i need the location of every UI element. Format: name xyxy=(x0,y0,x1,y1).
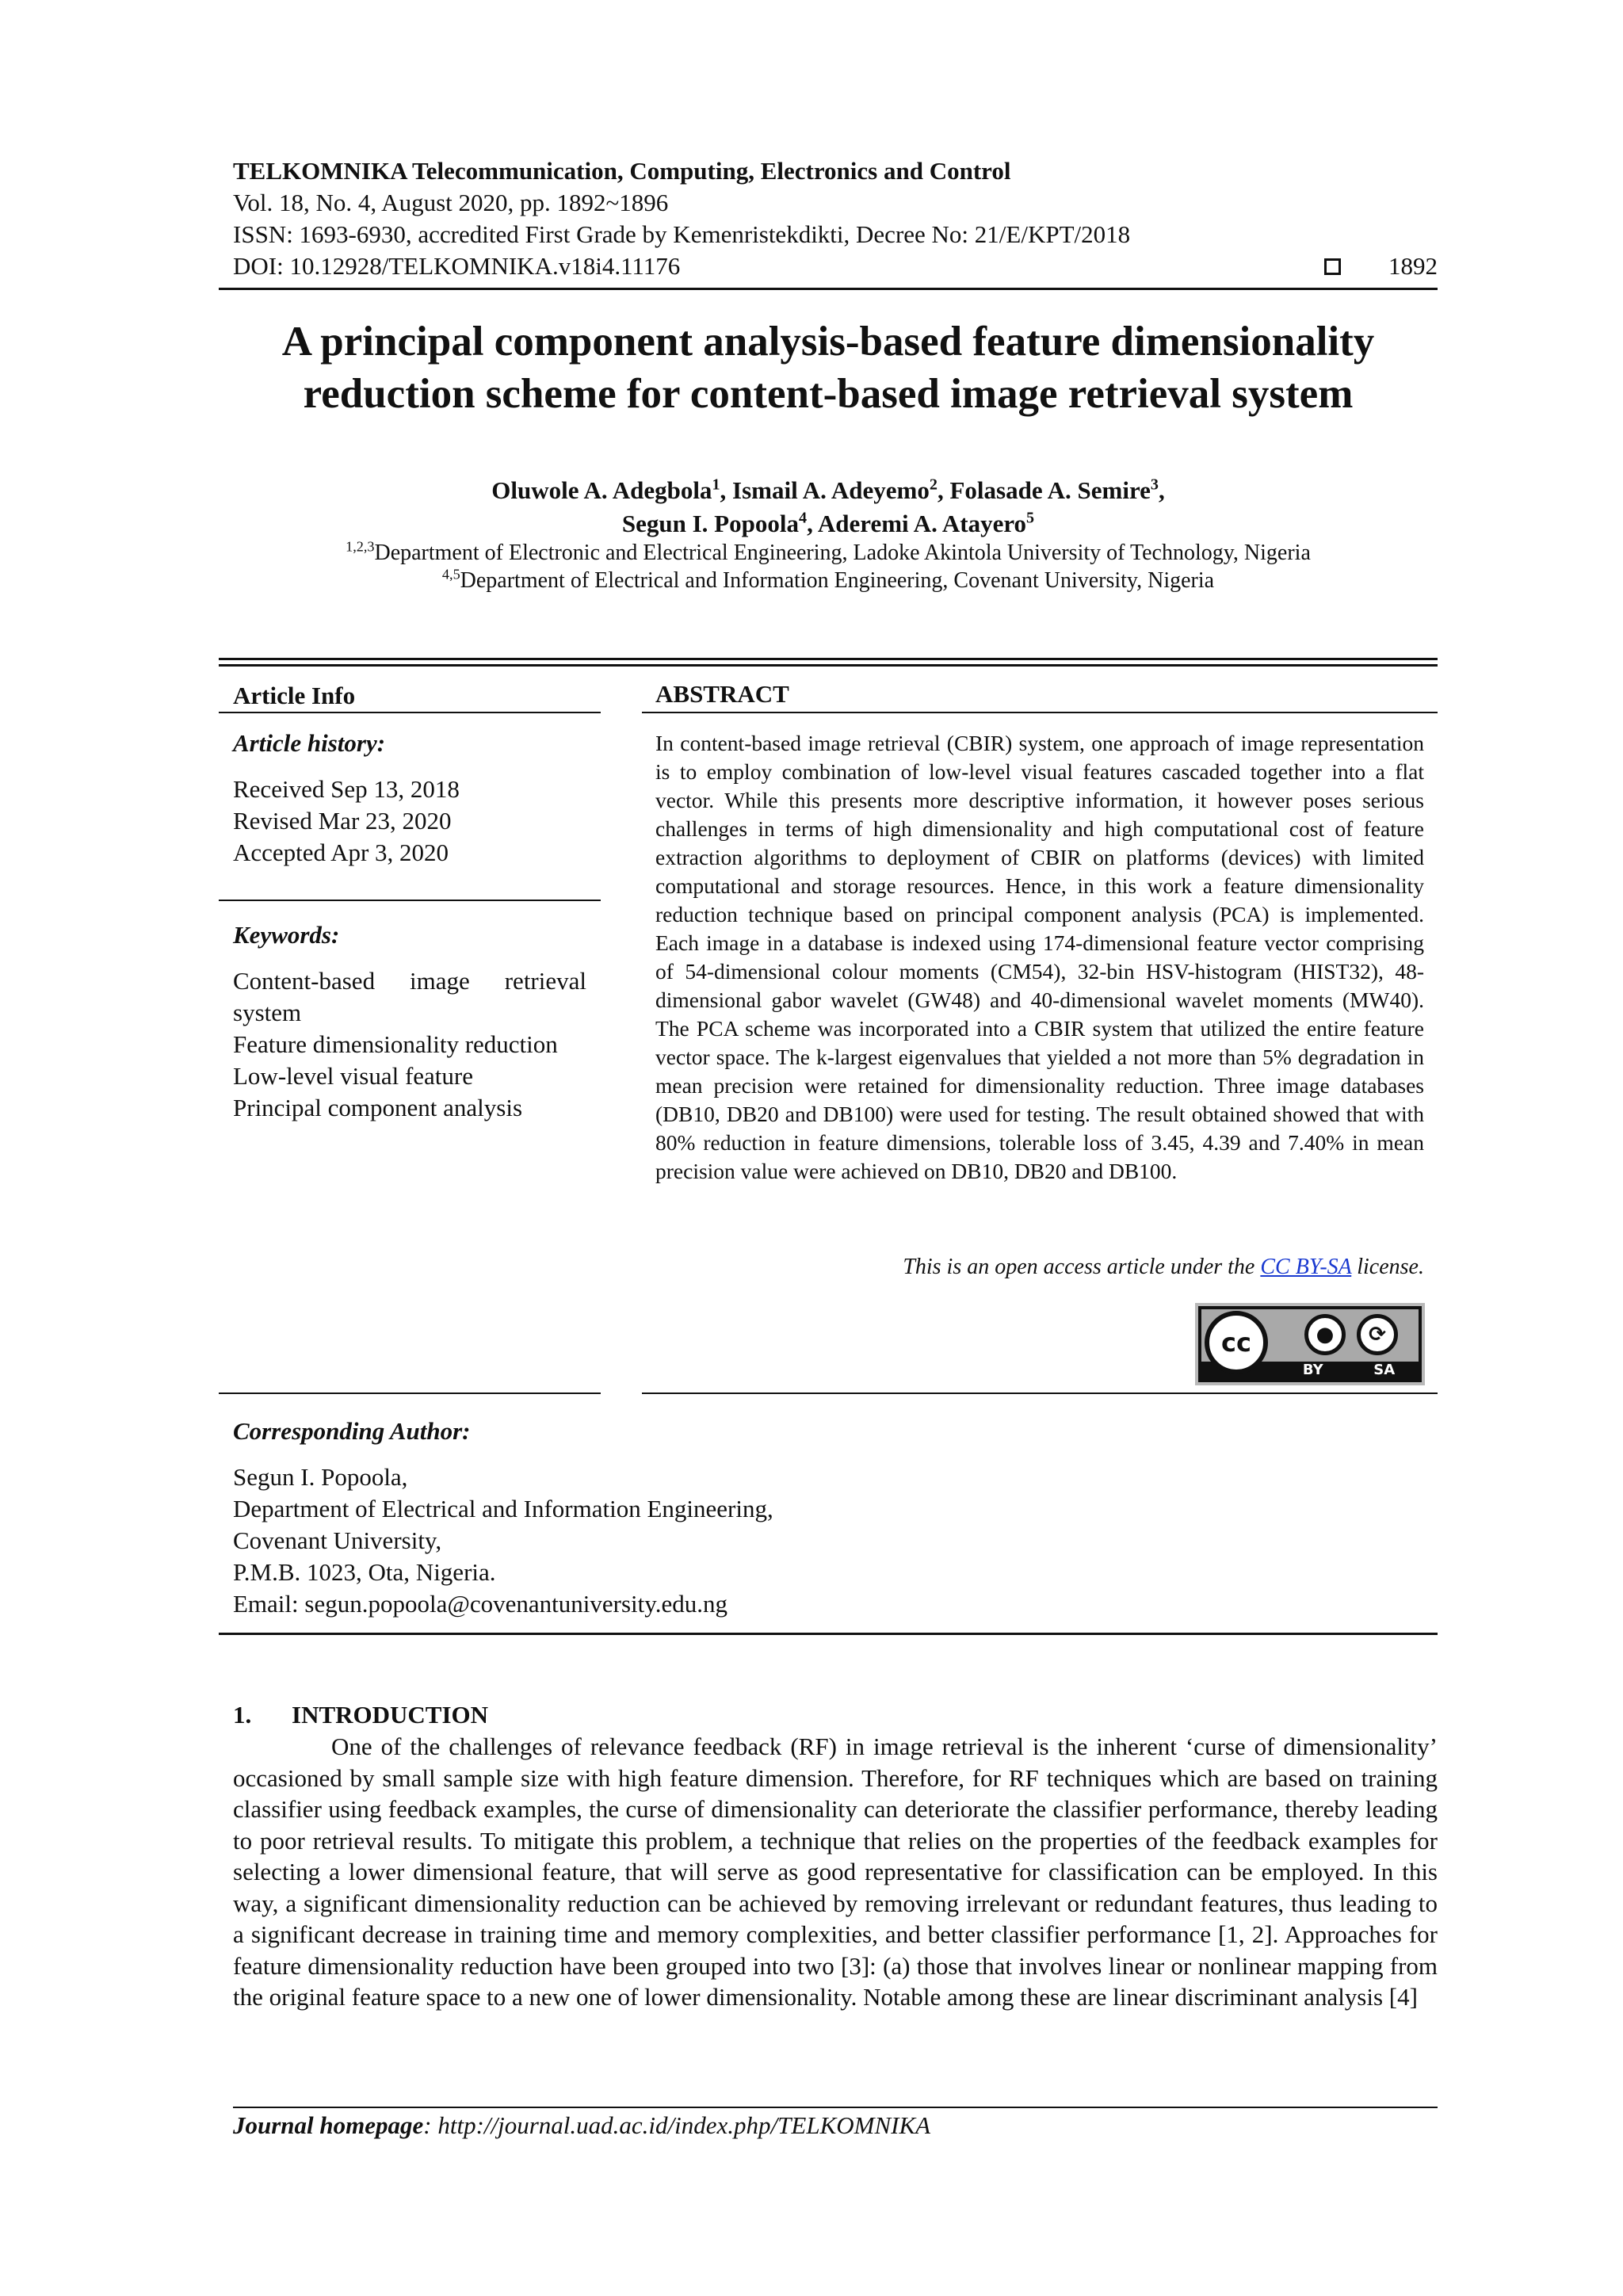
journal-name: TELKOMNIKA Telecommunication, Computing, Electronics and Control xyxy=(233,157,1011,185)
affiliation-text: Department of Electrical and Information Engineering, Covenant University, Nigeria xyxy=(460,568,1215,593)
license-line xyxy=(655,1255,1424,1280)
left-column-bottom-rule xyxy=(219,1392,601,1394)
title-line-2: reduction scheme for content-based image retrieval system xyxy=(303,371,1354,417)
cc-by-sa-badge[interactable] xyxy=(1195,1303,1425,1385)
affiliation-sup: 1,2,3 xyxy=(346,538,375,555)
article-info-title: Article Info xyxy=(233,682,356,709)
author-name: Ismail A. Adeyemo xyxy=(732,476,930,504)
right-column-bottom-rule xyxy=(642,1392,1438,1394)
introduction-body xyxy=(233,1731,1438,2013)
introduction-paragraph: One of the challenges of relevance feedback (RF) in image retrieval is the inherent ‘curse of dimensionality’ occasioned by small sample size with high feature dimension. Therefore, for RF techniques which are based on training classifier using feedback examples, the curse of dimensionality can deteriorate the classifier performance, thereby leading to poor retrieval results. To mitigate this problem, a technique that relies on the properties of the feedback examples for selecting a lower dimensional feature, that will serve as good representative for classification can be employed. In this way, a significant dimensionality reduction can be achieved by removing irrelevant or redundant features, thus leading to a significant decrease in training time and memory complexities, and better classifier performance [1, 2]. Approaches for feature dimensionality reduction have been grouped into two [3]: (a) those that involves linear or nonlinear mapping from the original feature space to a new one of lower dimensionality. Notable among these are linear discriminant analysis [4] xyxy=(233,1733,1438,2011)
page-number: 1892 xyxy=(1388,252,1438,280)
section-heading-introduction xyxy=(233,1699,488,1731)
page-number-group xyxy=(1324,250,1438,282)
keywords-heading: Keywords: xyxy=(233,921,340,949)
corresponding-email: Email: segun.popoola@covenantuniversity.edu.ng xyxy=(233,1590,728,1618)
article-history xyxy=(233,728,598,869)
footer-rule xyxy=(233,2107,1438,2108)
info-double-rule-bottom xyxy=(219,664,1438,667)
keyword-item: Low-level visual feature xyxy=(233,1062,473,1090)
sa-label: SA xyxy=(1373,1362,1396,1378)
author-name: Oluwole A. Adegbola xyxy=(491,476,712,504)
section-title: INTRODUCTION xyxy=(292,1701,489,1729)
homepage-label: Journal homepage xyxy=(233,2111,424,2139)
square-bullet-icon xyxy=(1324,258,1341,275)
by-label: BY xyxy=(1302,1362,1323,1378)
article-info-heading xyxy=(233,680,598,712)
author-sup: 3 xyxy=(1150,476,1159,494)
journal-homepage xyxy=(233,2111,930,2140)
revised-date: Revised Mar 23, 2020 xyxy=(233,807,452,835)
section-number: 1. xyxy=(233,1701,252,1729)
author-line-1: Oluwole A. Adegbola$^1$, Ismail A. Adeyemo$^2$, Folasade A. Semire$^3$, xyxy=(491,476,1165,504)
cc-badge-labels xyxy=(1277,1362,1420,1379)
author-name: Folasade A. Semire xyxy=(949,476,1151,504)
affiliation-sup: 4,5 xyxy=(441,566,460,583)
keywords-block xyxy=(233,919,598,1124)
author-sup: 2 xyxy=(929,476,938,494)
license-suffix: license. xyxy=(1351,1255,1424,1279)
affiliation-2 xyxy=(219,567,1438,594)
running-header xyxy=(233,155,1438,282)
doi-row xyxy=(233,250,1438,282)
history-heading: Article history: xyxy=(233,729,386,757)
corresponding-heading: Corresponding Author: xyxy=(233,1417,471,1445)
keyword-item: Content-based image retrieval system xyxy=(233,967,586,1026)
history-rule xyxy=(219,900,601,901)
cc-by-sa-link[interactable]: CC BY-SA xyxy=(1260,1255,1352,1279)
attribution-icon: ● xyxy=(1304,1314,1346,1355)
corresponding-univ: Covenant University, xyxy=(233,1526,442,1554)
author-sup: 5 xyxy=(1026,509,1035,527)
corresponding-author xyxy=(233,1415,1105,1620)
info-double-rule-top xyxy=(219,658,1438,660)
author-sup: 4 xyxy=(798,509,808,527)
abstract-rule xyxy=(642,712,1438,713)
corresponding-rule xyxy=(219,1633,1438,1635)
affiliation-1 xyxy=(219,539,1438,567)
title-line-1: A principal component analysis-based feature dimensionality xyxy=(281,319,1375,365)
article-info-rule xyxy=(219,712,601,713)
author-name: Segun I. Popoola xyxy=(621,510,799,537)
header-rule xyxy=(219,288,1438,290)
cc-icon: cc xyxy=(1205,1311,1268,1374)
volume-info: Vol. 18, No. 4, August 2020, pp. 1892~1896 xyxy=(233,189,669,216)
license-prefix: This is an open access article under the xyxy=(903,1255,1261,1279)
corresponding-dept: Department of Electrical and Information Engineering, xyxy=(233,1495,773,1522)
corresponding-address: P.M.B. 1023, Ota, Nigeria. xyxy=(233,1558,496,1586)
corresponding-name: Segun I. Popoola, xyxy=(233,1463,408,1491)
author-name: Aderemi A. Atayero xyxy=(817,510,1027,537)
doi-info: DOI: 10.12928/TELKOMNIKA.v18i4.11176 xyxy=(233,252,681,280)
keyword-item: Feature dimensionality reduction xyxy=(233,1030,558,1058)
author-list xyxy=(219,474,1438,541)
share-alike-icon: ⟳ xyxy=(1357,1314,1398,1355)
abstract-title: ABSTRACT xyxy=(655,680,789,708)
affiliation-text: Department of Electronic and Electrical Engineering, Ladoke Akintola University of Technology, Nigeria xyxy=(374,541,1311,565)
homepage-url[interactable]: : http://journal.uad.ac.id/index.php/TELKOMNIKA xyxy=(423,2111,931,2139)
affiliations xyxy=(219,539,1438,594)
issn-info: ISSN: 1693-6930, accredited First Grade by Kemenristekdikti, Decree No: 21/E/KPT/2018 xyxy=(233,220,1131,248)
keyword-item: Principal component analysis xyxy=(233,1094,523,1121)
received-date: Received Sep 13, 2018 xyxy=(233,775,460,803)
author-line-2: Segun I. Popoola$^4$, Aderemi A. Atayero$^5$ xyxy=(621,509,1035,537)
abstract-heading xyxy=(655,680,789,709)
author-sup: 1 xyxy=(712,476,720,494)
paper-title xyxy=(219,315,1438,420)
accepted-date: Accepted Apr 3, 2020 xyxy=(233,839,449,866)
abstract-text: In content-based image retrieval (CBIR) system, one approach of image representation is to employ combination of low-level visual features cascaded together into a flat vector. While this presents more descriptive information, it however poses serious challenges in terms of high dimensionality and high computational cost of feature extraction algorithms to deployment of CBIR on platforms (devices) with limited computational and storage resources. Hence, in this work a feature dimensionality reduction technique based on principal component analysis (PCA) is implemented. Each image in a database is indexed using 174-dimensional feature vector comprising of 54-dimensional colour moments (CM54), 32-bin HSV-histogram (HIST32), 48-dimensional gabor wavelet (GW48) and 40-dimensional wavelet moments (MW40). The PCA scheme was incorporated into a CBIR system that utilized the entire feature vector space. The k-largest eigenvalues that yielded a not more than 5% degradation in mean precision were retained for dimensionality reduction. Three image databases (DB10, DB20 and DB100) were used for testing. The result obtained showed that with 80% reduction in feature dimensions, tolerable loss of 3.45, 4.39 and 7.40% in mean precision value were achieved on DB10, DB20 and DB100. xyxy=(655,731,1424,1183)
